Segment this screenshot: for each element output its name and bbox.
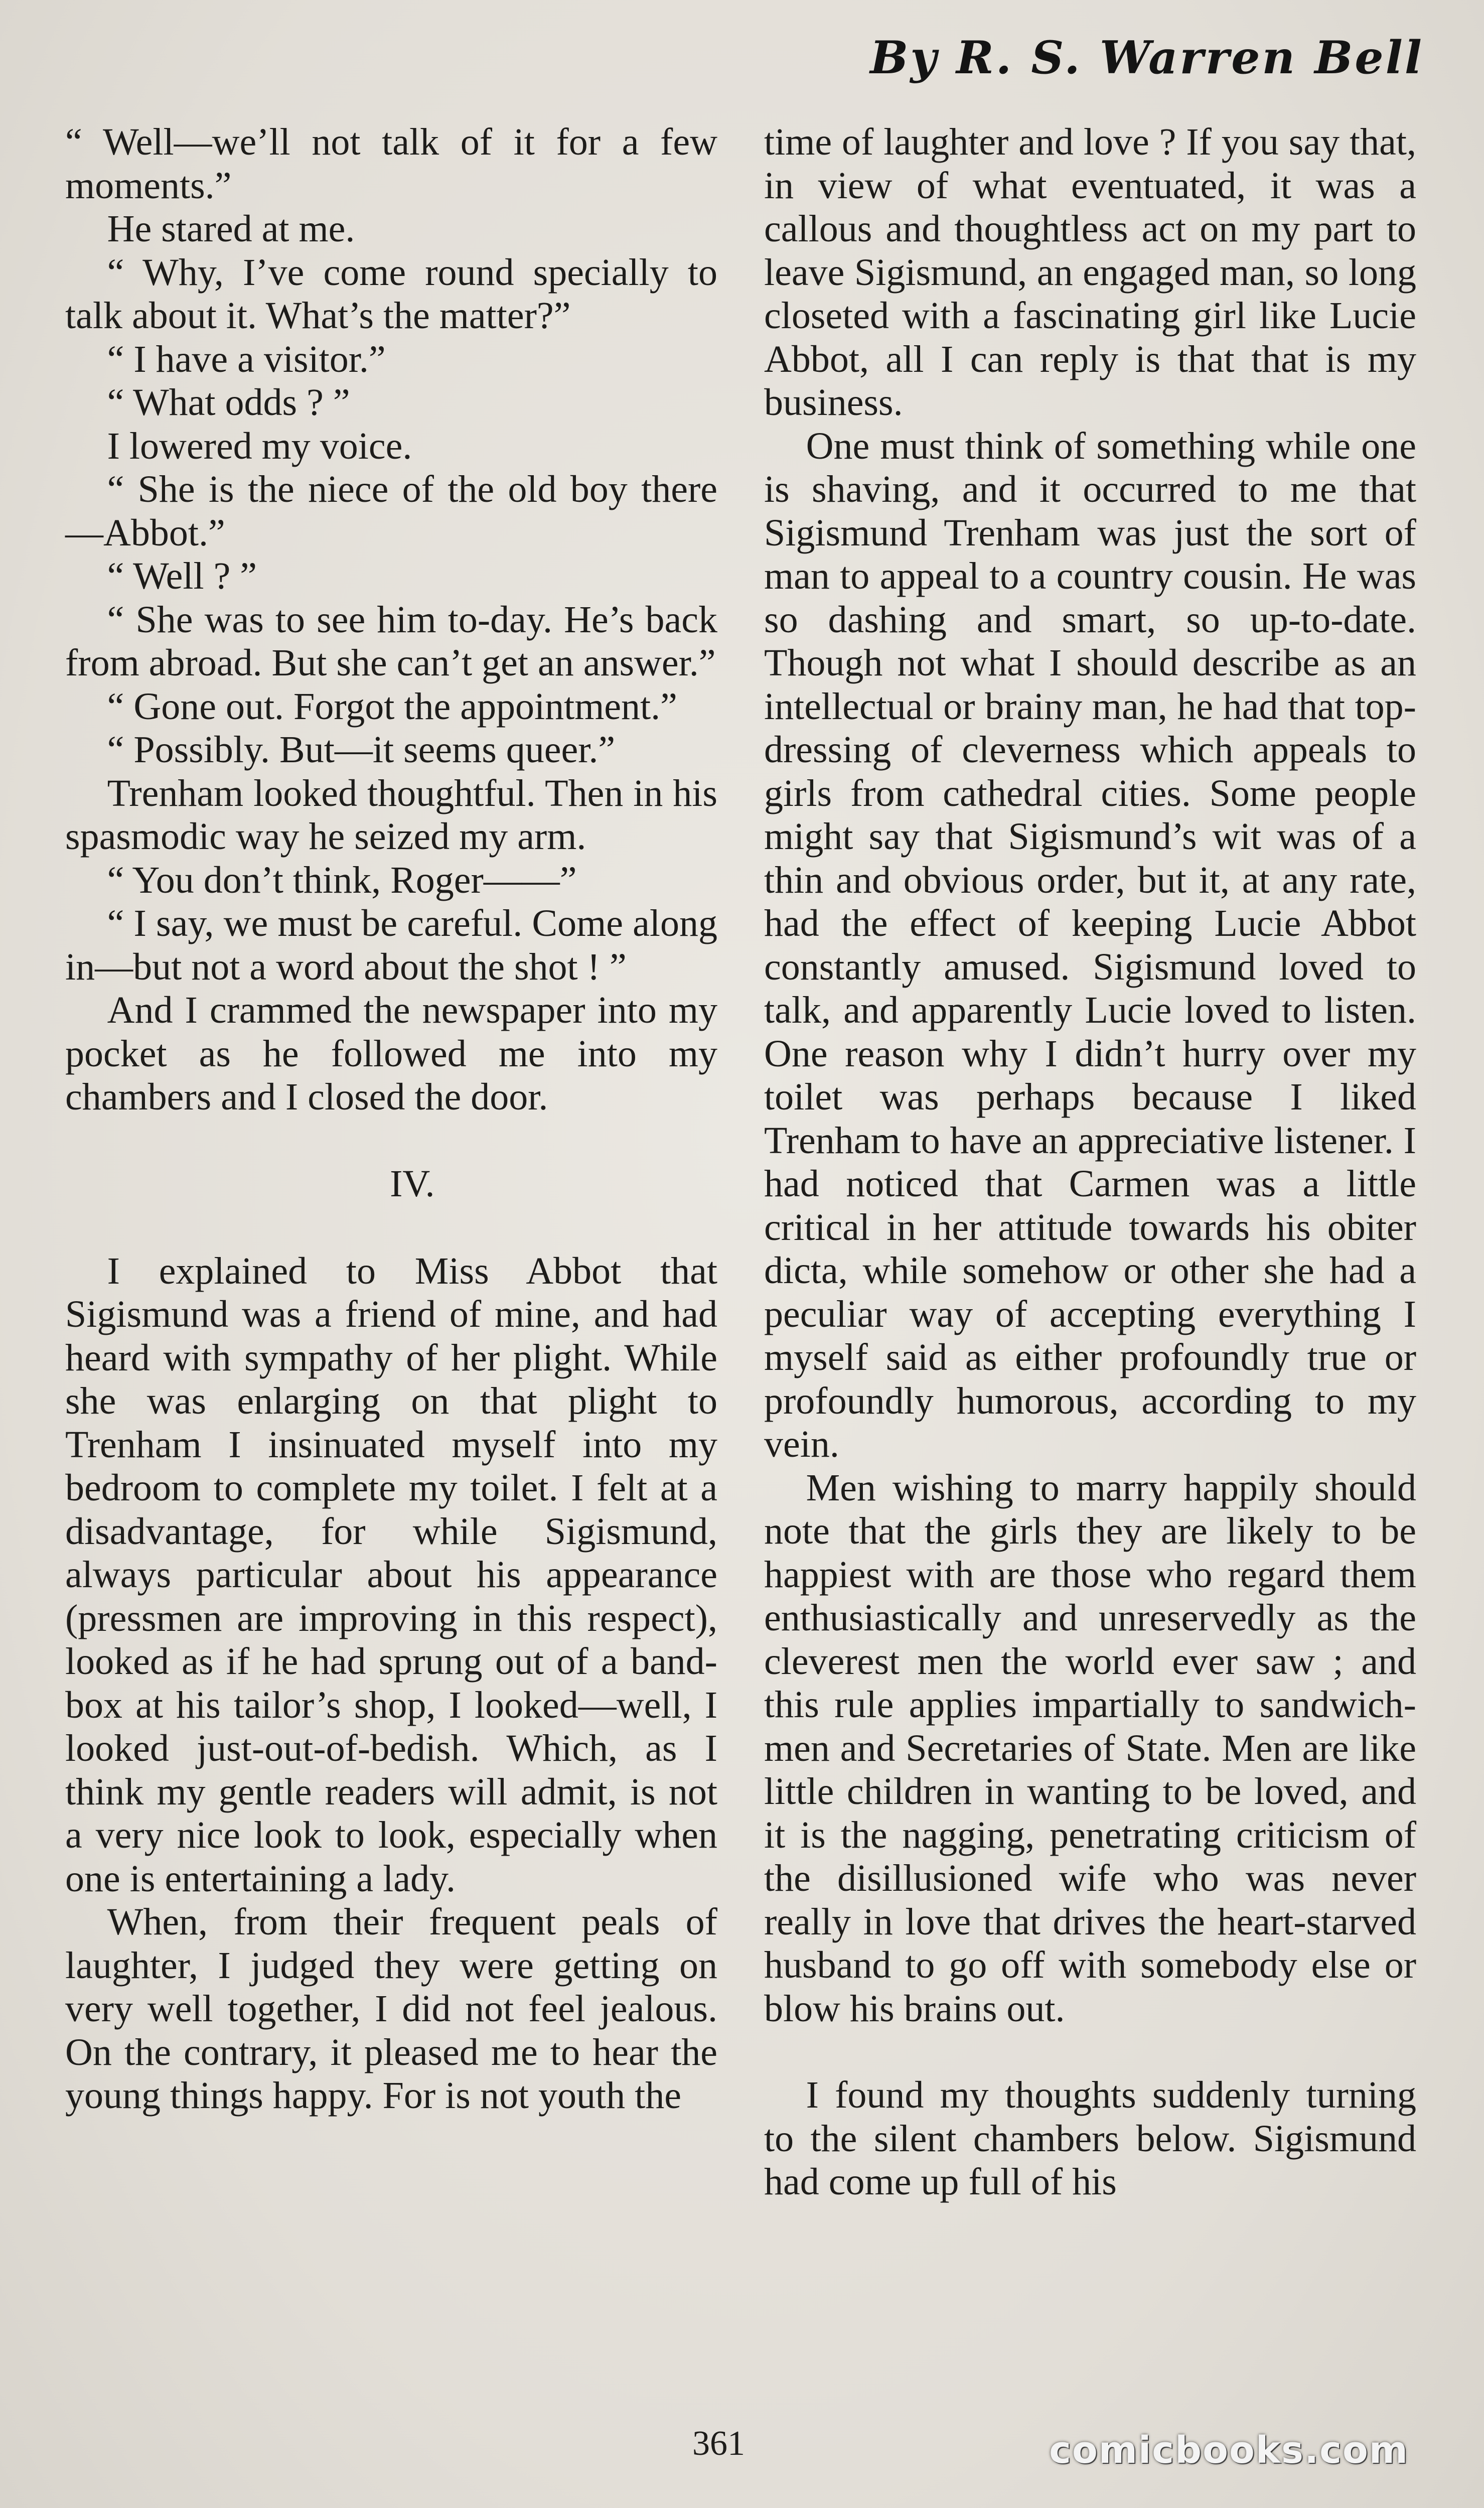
left-column	[65, 120, 717, 2118]
paragraph: “ Well ? ”	[107, 555, 257, 597]
paragraph: time of laughter and love ? If you say that, in view of what eventuated, it was a callous and thoughtless act on my part to leave Sigismund, an engaged man, so long closeted with a fascinating girl like Lucie Abbot, all I can reply is that that is my business.	[764, 121, 1416, 424]
paragraph: I found my thoughts suddenly turning to the silent chambers below. Sigismund had come up full of his	[764, 2074, 1416, 2203]
paragraph: “ Why, I’ve come round specially to talk about it. What’s the matter?”	[65, 251, 717, 337]
paragraph: “ Gone out. Forgot the appointment.”	[107, 685, 677, 728]
page-number: 361	[692, 2424, 745, 2463]
section-heading-block	[65, 1119, 717, 1249]
paragraph: “ I have a visitor.”	[107, 338, 386, 380]
paragraph: When, from their frequent peals of laughter, I judged they were getting on very well together, I did not feel jealous. On the contrary, it pleased me to hear the young things happy. For is not youth the	[65, 1901, 717, 2117]
paragraph: One must think of something while one is shaving, and it occurred to me that Sigismund Trenham was just the sort of man to appeal to a country cousin. He was so dashing and smart, so up-to-date. Though not what I should describe as an intellectual or brainy man, he had that top-dressing of cleverness which appeals to girls from cathedral cities. Some people might say that Sigismund’s wit was of a thin and obvious order, but it, at any rate, had the effect of keeping Lucie Abbot constantly amused. Sigismund loved to talk, and apparently Lucie loved to listen. One reason why I didn’t hurry over my toilet was perhaps because I liked Trenham to have an appreciative listener. I had noticed that Carmen was a little critical in her attitude towards his obiter dicta, while somehow or other she had a peculiar way of accepting everything I myself said as either profoundly true or profoundly humorous, according to my vein.	[764, 425, 1416, 1465]
paragraph: “ She is the niece of the old boy there—Abbot.”	[65, 468, 717, 554]
paragraph-gap	[764, 2030, 1416, 2073]
paragraph: “ Possibly. But—it seems queer.”	[107, 729, 616, 771]
paragraph: “ I say, we must be careful. Come along in—but not a word about the shot ! ”	[65, 902, 717, 988]
section-heading: IV.	[390, 1163, 435, 1205]
paragraph: “ You don’t think, Roger——”	[107, 859, 577, 901]
paragraph: I lowered my voice.	[107, 425, 412, 467]
paragraph: Men wishing to marry happily should note that the girls they are likely to be happiest with are those who regard them enthusiastically and unreservedly as the cleverest men the world ever saw ; and this rule applies impartially to sandwich-men and Secretaries of State. Men are like little children in wanting to be loved, and it is the nagging, penetrating criticism of the disillusioned wife who was never really in love that drives the heart-starved husband to go off with somebody else or blow his brains out.	[764, 1466, 1416, 2030]
paragraph: “ What odds ? ”	[107, 381, 350, 424]
byline-header: By R. S. Warren Bell	[870, 31, 1424, 84]
right-column	[764, 120, 1416, 2204]
paragraph: Trenham looked thoughtful. Then in his spasmodic way he seized my arm.	[65, 772, 717, 858]
paragraph: He stared at me.	[107, 208, 355, 250]
paragraph: I explained to Miss Abbot that Sigismund was a friend of mine, and had heard with sympathy of her plight. While she was enlarging on that plight to Trenham I insinuated myself into my bedroom to complete my toilet. I felt at a disadvantage, for while Sigismund, always particular about his appearance (pressmen are improving in this respect), looked as if he had sprung out of a band-box at his tailor’s shop, I looked—well, I looked just-out-of-bedish. Which, as I think my gentle readers will admit, is not a very nice look to look, especially when one is entertaining a lady.	[65, 1249, 717, 1900]
site-watermark: comicbooks.com	[1049, 2429, 1409, 2472]
paragraph: “ Well—we’ll not talk of it for a few moments.”	[65, 121, 717, 207]
paragraph: “ She was to see him to-day. He’s back from abroad. But she can’t get an answer.”	[65, 598, 717, 684]
paragraph: And I crammed the newspaper into my pocket as he followed me into my chambers and I closed the door.	[65, 989, 717, 1118]
